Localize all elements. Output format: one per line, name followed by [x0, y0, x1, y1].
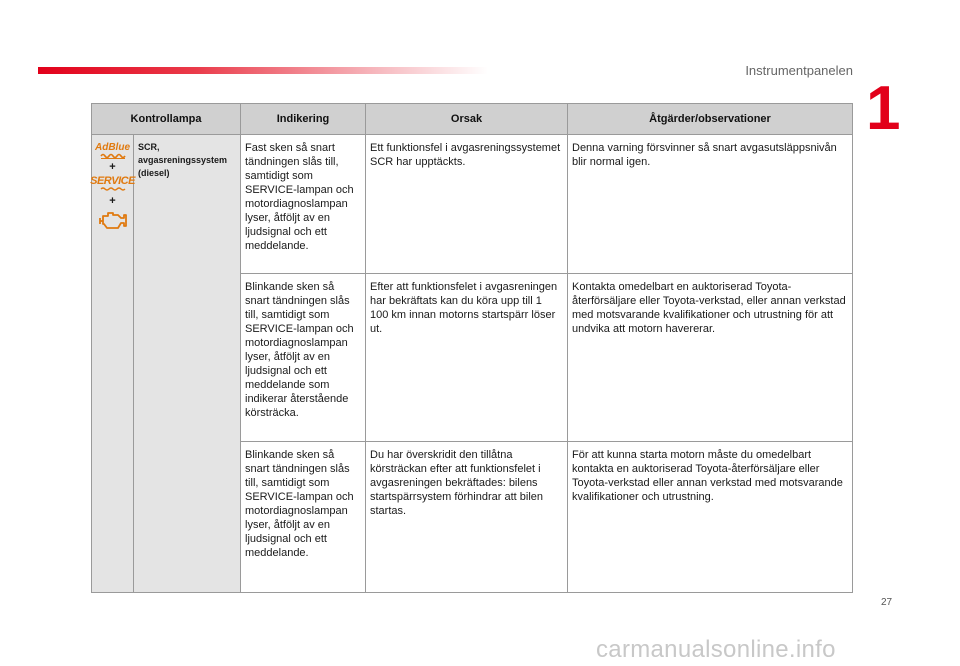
chapter-number: 1	[866, 74, 901, 143]
action-cell: För att kunna starta motorn måste du omedelbart kontakta en auktoriserad Toyota-återförsäljare eller Toyota-verkstad eller annan verkstad med motsvarande kvalifikationer och utrustning.	[568, 442, 853, 593]
table-row	[92, 135, 853, 274]
page-number: 27	[881, 597, 893, 608]
action-cell: Denna varning försvinner så snart avgasutsläppsnivån blir normal igen.	[568, 135, 853, 274]
column-header-orsak: Orsak	[366, 104, 568, 135]
cause-cell: Ett funktionsfel i avgasreningssystemet SCR har upptäckts.	[366, 135, 568, 274]
column-header-indikering: Indikering	[241, 104, 366, 135]
column-header-kontrollampa: Kontrollampa	[92, 104, 241, 135]
adblue-icon: AdBlue	[95, 142, 130, 153]
lamp-cell	[92, 135, 134, 593]
lamp-name-cell	[134, 135, 241, 593]
header-red-bar	[38, 67, 488, 74]
service-icon: SERVICE	[90, 175, 135, 187]
watermark: carmanualsonline.info	[596, 636, 836, 663]
column-header-atgarder: Åtgärder/observationer	[568, 104, 853, 135]
indication-cell: Blinkande sken så snart tändningen slås till, samtidigt som SERVICE-lampan och motordiagnoslampan lyser, åtföljt av en ljudsignal och ett meddelande som indikerar återstående körsträcka.	[241, 274, 366, 442]
section-title: Instrumentpanelen	[745, 63, 853, 78]
cause-cell: Du har överskridit den tillåtna körsträckan efter att funktionsfelet i avgasreningen bekräftades: bilens startspärrsystem förhindrar att bilen startas.	[366, 442, 568, 593]
plus-sign: +	[109, 161, 116, 173]
lamp-name-line: avgasreningssystem	[138, 155, 228, 165]
lamp-name-line: SCR,	[138, 142, 160, 152]
indication-cell: Fast sken så snart tändningen slås till, samtidigt som SERVICE-lampan och motordiagnoslampan lyser, åtföljt av en ljudsignal och ett meddelande.	[241, 135, 366, 274]
cause-cell: Efter att funktionsfelet i avgasreningen har bekräftats kan du köra upp till 1 100 km innan motorns startspärr löser ut.	[366, 274, 568, 442]
lamp-name-line: (diesel)	[138, 168, 170, 178]
engine-check-icon	[98, 209, 128, 231]
warning-lamp-table	[91, 103, 853, 593]
plus-sign: +	[109, 195, 116, 207]
table-header-row	[92, 104, 853, 135]
adblue-wave-icon	[100, 153, 126, 159]
service-underline-icon	[100, 187, 126, 193]
action-cell: Kontakta omedelbart en auktoriserad Toyota-återförsäljare eller Toyota-verkstad, eller annan verkstad med motsvarande kvalifikationer och utrustning för att undvika att motorn havererar.	[568, 274, 853, 442]
indication-cell: Blinkande sken så snart tändningen slås till, samtidigt som SERVICE-lampan och motordiagnoslampan lyser, åtföljt av en ljudsignal och ett meddelande.	[241, 442, 366, 593]
